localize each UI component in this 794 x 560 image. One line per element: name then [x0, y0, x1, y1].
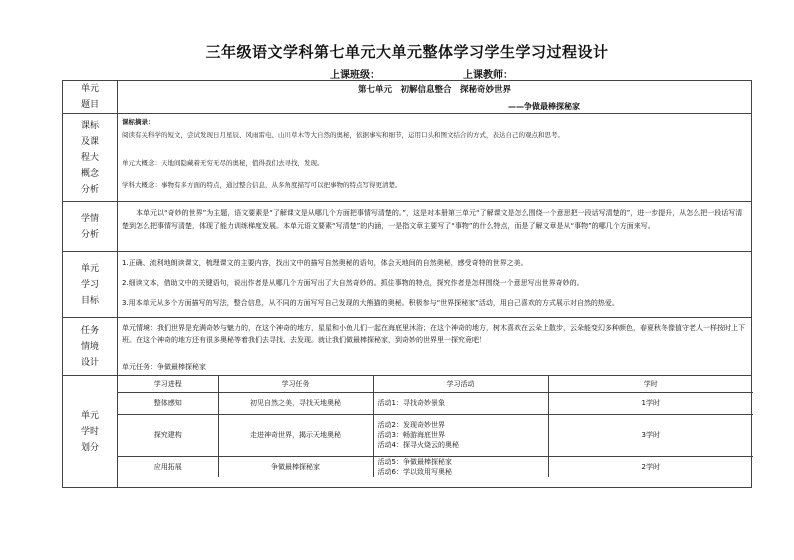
task-cell: 初见自然之美，寻找天地奥秘: [218, 392, 373, 414]
table-row: [118, 456, 753, 477]
activity-item: 活动2：发现奇妙世界: [377, 421, 445, 429]
goal-item: 3.用本单元从多个方面描写的写法，整合信息，从不同的方面写写自己发现的大熊猫的奥秘。积极参与“世界探秘家”活动，用自己喜欢的方式展示对自然的热爱。: [122, 299, 619, 307]
standards-row: [63, 113, 751, 202]
excerpt-text: 阅读有关科学的短文，尝试发现日月星辰、风雨雷电、山川草木等大自然的奥秘，依据事实和细节，运用口头和图文结合的方式，表达自己的观点和思考。: [122, 131, 564, 139]
situation-text: 本单元以“奇妙的世界”为主题，语文要素是“了解课文是从哪几个方面把事情写清楚的。”，这是对本册第三单元“了解课文是怎么围绕一个意思把一段话写清楚的”，进一步提升，从怎么把一段话写清楚到怎么把事情写清楚，体现了能力训练梯度发展。本单元语文要素“写清楚”的内涵，一是指文章主要写了“事物”的什么特点，而是了解文章是从“事物”的哪几个方面来写。: [122, 209, 743, 230]
plan-header-row: [118, 376, 753, 392]
activity-item: 活动4：探寻火烧云的奥秘: [377, 441, 459, 449]
activity-item: 活动3：畅游海底世界: [377, 431, 445, 439]
label-line: 划分: [80, 443, 99, 453]
label-line: 及课: [80, 137, 99, 147]
goals-content: [118, 252, 751, 318]
unit-subtitle: ——争做最棒探秘家: [508, 102, 580, 111]
label-line: 学习: [80, 280, 99, 290]
label-line: 设计: [80, 358, 99, 368]
task-cell: 争做最棒探秘家: [218, 456, 373, 477]
class-label: 上课班级：: [330, 70, 380, 81]
page-title: 三年级语文学科第七单元大单元整体学习学生学习过程设计: [205, 43, 609, 61]
label-line: 目标: [80, 296, 99, 306]
header-cell: 学时: [548, 376, 753, 392]
situation-row: [63, 201, 751, 252]
task-label: [63, 318, 118, 376]
subject-concept: 学科大概念：事物有多方面的特点，通过整合信息，从多角度描写可以把事物的特点写得更清楚。: [122, 181, 402, 189]
plan-table: [118, 376, 753, 477]
unit-concept: 单元大概念：天地间隐藏着无穷无尽的奥秘，值得我们去寻找，发现。: [122, 159, 324, 167]
activity-cell: [373, 414, 548, 456]
label-line: 学情: [80, 214, 99, 224]
plan-label: [63, 376, 118, 488]
task-content: [118, 318, 751, 376]
topic-content: [118, 81, 751, 113]
unit-task-text: 单元任务：争做最棒探秘家: [122, 363, 206, 371]
label-line: 题目: [80, 100, 99, 110]
label-line: 任务: [80, 326, 99, 336]
label-line: 概念: [80, 169, 99, 179]
goal-item: 1.正确、流利地朗读课文，梳理课文的主要内容，找出文中的描写自然奥秘的语句，体会天地间的自然奥秘，感受奇特的世界之美。: [122, 259, 528, 267]
topic-row: [63, 81, 751, 113]
table-row: [118, 414, 753, 456]
situation-content: [118, 202, 751, 252]
plan-row: [63, 375, 751, 488]
scenario-text: 单元情境：我们世界是充满奇妙与魅力的，在这个神奇的地方，星星和小鱼儿们一起在海底里沐浴；在这个神奇的地方，树木喜欢在云朵上散步，云朵能变幻多种颜色，春夏秋冬像值守老人一样按时上下班。在这个神奇的地方还有很多奥秘等着我们去寻找、去发现。就让我们做最棒探秘家，到奇妙的世界里一探究竟吧！: [122, 324, 745, 344]
label-line: 单元: [80, 264, 99, 274]
task-cell: 走进神奇世界，揭示天地奥秘: [218, 414, 373, 456]
standards-label: [63, 114, 118, 202]
task-row: [63, 317, 751, 376]
label-line: 分析: [80, 185, 99, 195]
situation-label: [63, 202, 118, 252]
header-cell: 学习进程: [153, 379, 182, 388]
activity-cell: [373, 456, 548, 477]
stage-cell: 应用拓展: [118, 456, 218, 477]
label-line: 分析: [80, 230, 99, 240]
stage-cell: 探究建构: [118, 414, 218, 456]
hours-cell: 2学时: [548, 456, 753, 477]
goals-label: [63, 252, 118, 318]
goal-item: 2.细读文本，借助文中的关键语句，说出作者是从哪几个方面写出了大自然奇妙的。抓住事物的特点，探究作者是怎样围绕一个意思写出世界奇妙的。: [122, 279, 584, 287]
label-line: 课标: [80, 121, 99, 131]
label-line: 学时: [80, 427, 99, 437]
hours-cell: 1学时: [548, 392, 753, 414]
label-line: 单元: [80, 84, 99, 94]
activity-item: 活动5：争做最棒探秘家: [377, 457, 452, 466]
topic-label: [63, 81, 118, 113]
label-line: 情境: [80, 342, 99, 352]
standards-content: [118, 114, 751, 202]
label-line: 单元: [80, 411, 99, 421]
teacher-label: 上课教师：: [463, 70, 513, 81]
header-cell: 学习活动: [373, 376, 548, 392]
activity-cell: [373, 392, 548, 414]
table-row: [118, 392, 753, 414]
hours-cell: 3学时: [548, 414, 753, 456]
design-table: [62, 80, 752, 488]
unit-title: 第七单元 初解信息整合 探秘奇妙世界: [357, 85, 511, 95]
header-cell: 学习任务: [218, 376, 373, 392]
label-line: 程大: [80, 153, 99, 163]
activity-item: 活动1：寻找奇妙景象: [377, 399, 445, 407]
goals-row: [63, 251, 751, 318]
stage-cell: 整体感知: [118, 392, 218, 414]
activity-item: 活动6：学以致用写奥秘: [377, 467, 452, 476]
excerpt-label: 课标摘录：: [122, 118, 155, 126]
